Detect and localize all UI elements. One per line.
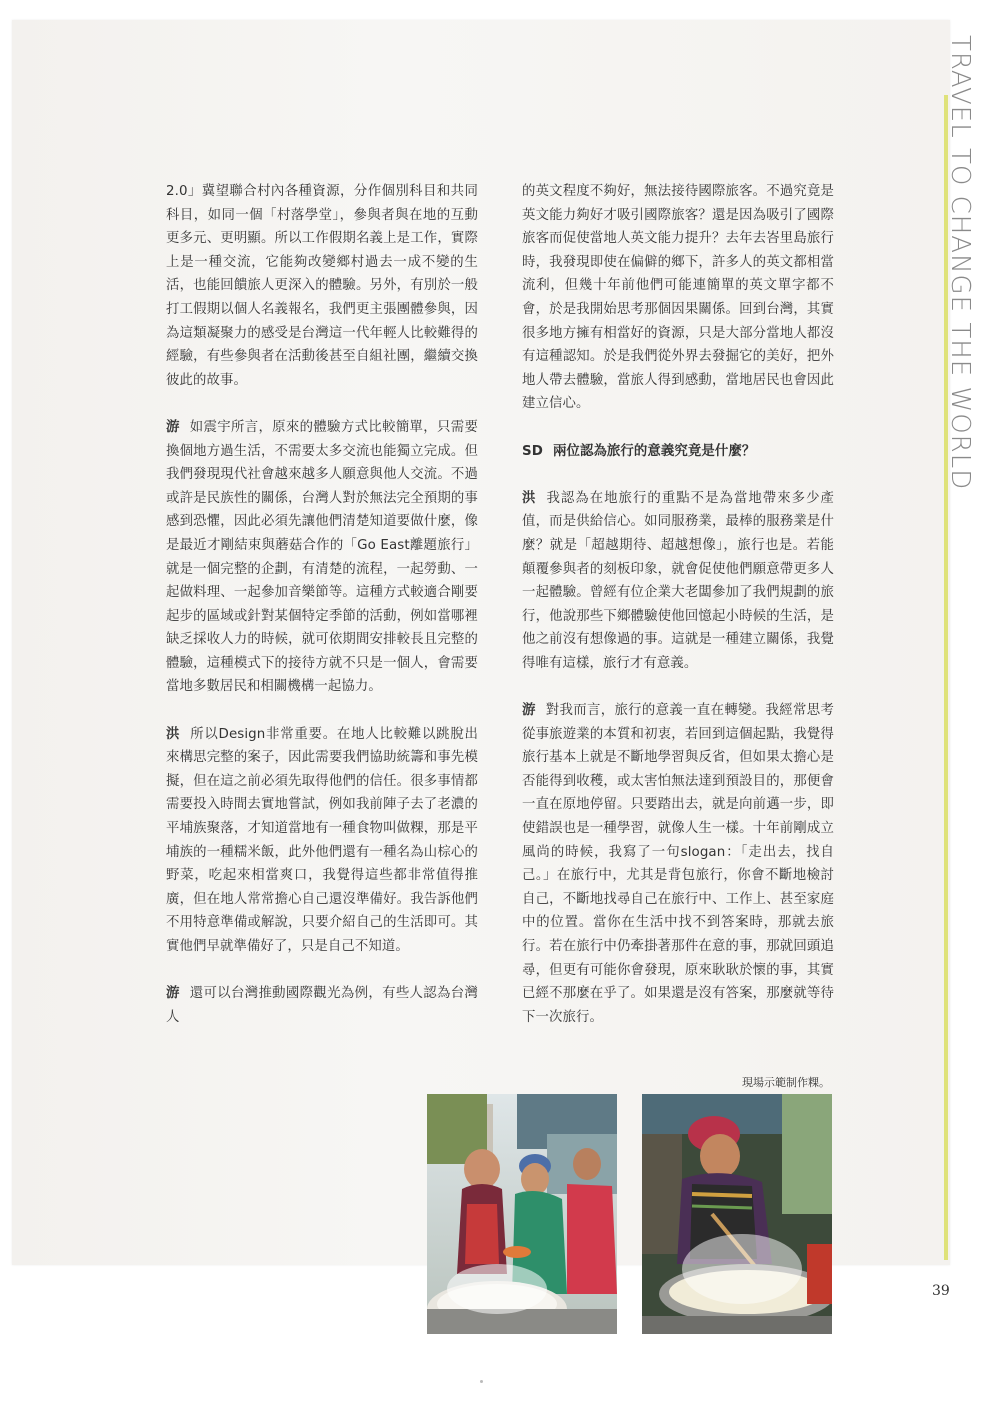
paragraph	[522, 487, 834, 676]
paragraph	[166, 982, 478, 1029]
speaker-label: 游	[522, 703, 536, 719]
speaker-label: 游	[166, 986, 180, 1002]
speaker-label: 洪	[522, 490, 537, 506]
photo-market-cooking	[427, 1094, 617, 1334]
paragraph-text: 對我而言，旅行的意義一直在轉變。我經常思考從事旅遊業的本質和初衷，若回到這個起點，我覺得旅行基本上就是不斷地學習與反省，但如果太擔心是否能得到收穫，或太害怕無法達到預設目的，那便會一直在原地停留。只要踏出去，就是向前邁一步，即使錯誤也是一種學習，就像人生一樣。十年前剛成立風尚的時候，我寫了一句slogan：「走出去，找自己。」在旅行中，尤其是背包旅行，你會不斷地檢討自己，不斷地找尋自己在旅行中、工作上、甚至家庭中的位置。當你在生活中找不到答案時，那就去旅行。若在旅行中仍牽掛著那件在意的事，那就回頭追尋，但更有可能你會發現，原來耿耿於懷的事，其實已經不那麼在乎了。如果還是沒有答案，那麼就等待下一次旅行。	[522, 703, 834, 1025]
speaker-label: 游	[166, 419, 180, 435]
paragraph-text: 所以Design非常重要。在地人比較難以跳脫出來構思完整的案子，因此需要我們協助統籌和事先模擬，但在這之前必須先取得他們的信任。很多事情都需要投入時間去實地嘗試，例如我前陣子去了老濃的平埔族聚落，才知道當地有一種食物叫做粿，那是平埔族的一種糯米飯，此外他們還有一種名為山棕心的野菜，吃起來相當爽口，我覺得這些都非常值得推廣，但在地人常常擔心自己還沒準備好。我告訴他們不用特意準備或解說，只要介紹自己的生活即可。其實他們早就準備好了，只是自己不知道。	[166, 726, 478, 954]
right-text-column	[522, 180, 834, 1053]
photo-caption: 現場示範制作粿。	[742, 1076, 830, 1089]
paragraph-text: 如震宇所言，原來的體驗方式比較簡單，只需要換個地方過生活，不需要太多交流也能獨立完成。但我們發現現代社會越來越多人願意與他人交流。不過或許是民族性的關係，台灣人對於無法完全預期的事感到恐懼，因此必須先讓他們清楚知道要做什麼，像是最近才剛結束與蘑菇合作的「Go East離題旅行」就是一個完整的企劃，有清楚的流程，一起勞動、一起做料理、一起參加音樂節等。這種方式較適合剛要起步的區域或針對某個特定季節的活動，例如當哪裡缺乏採收人力的時候，就可依期間安排較長且完整的體驗，這種模式下的接待方就不只是一個人，會需要當地多數居民和相關機構一起協力。	[166, 419, 478, 695]
paragraph	[166, 723, 478, 959]
scan-speck	[480, 1380, 483, 1383]
photo-woman-stirring-pot	[642, 1094, 832, 1334]
paragraph	[522, 180, 834, 416]
paragraph	[166, 180, 478, 392]
left-text-column	[166, 180, 478, 1053]
speaker-label: 洪	[166, 726, 181, 742]
paragraph	[166, 416, 478, 699]
paragraph-text: 我認為在地旅行的重點不是為當地帶來多少產值，而是供給信心。如同服務業，最棒的服務業是什麼？就是「超越期待、超越想像」，旅行也是。若能顛覆參與者的刻板印象，就會促使他們願意帶更多人一起體驗。曾經有位企業大老闆參加了我們規劃的旅行，他說那些下鄉體驗使他回憶起小時候的生活，是他之前沒有想像過的事。這就是一種建立關係，我覺得唯有這樣，旅行才有意義。	[522, 490, 835, 671]
page-number: 39	[932, 1283, 950, 1299]
vertical-section-title: TRAVEL TO CHANGE THE WORLD	[945, 35, 975, 491]
paragraph	[522, 699, 834, 1029]
speaker-label: SD	[522, 443, 543, 459]
interview-question	[522, 440, 834, 464]
paragraph-text: 還可以台灣推動國際觀光為例，有些人認為台灣人	[166, 986, 478, 1025]
paragraph-text: 的英文程度不夠好，無法接待國際旅客。不過究竟是英文能力夠好才吸引國際旅客？還是因為吸引了國際旅客而促使當地人英文能力提升？去年去峇里島旅行時，我發現即使在偏僻的鄉下，許多人的英文都相當流利，但幾十年前他們可能連簡單的英文單字都不會，於是我開始思考那個因果關係。回到台灣，其實很多地方擁有相當好的資源，只是大部分當地人都沒有這種認知。於是我們從外界去發掘它的美好，把外地人帶去體驗，當旅人得到感動，當地居民也會因此建立信心。	[522, 184, 834, 412]
paragraph-text: 2.0」冀望聯合村內各種資源，分作個別科目和共同科目，如同一個「村落學堂」，參與者與在地的互動更多元、更明顯。所以工作假期名義上是工作，實際上是一種交流，它能夠改變鄉村過去一成不變的生活，也能回饋旅人更深入的體驗。另外，有別於一般打工假期以個人名義報名，我們更主張團體參與，因為這類凝聚力的感受是台灣這一代年輕人比較難得的經驗，有些參與者在活動後甚至自組社團，繼續交換彼此的故事。	[166, 184, 478, 388]
question-text: 兩位認為旅行的意義究竟是什麼？	[552, 443, 756, 459]
